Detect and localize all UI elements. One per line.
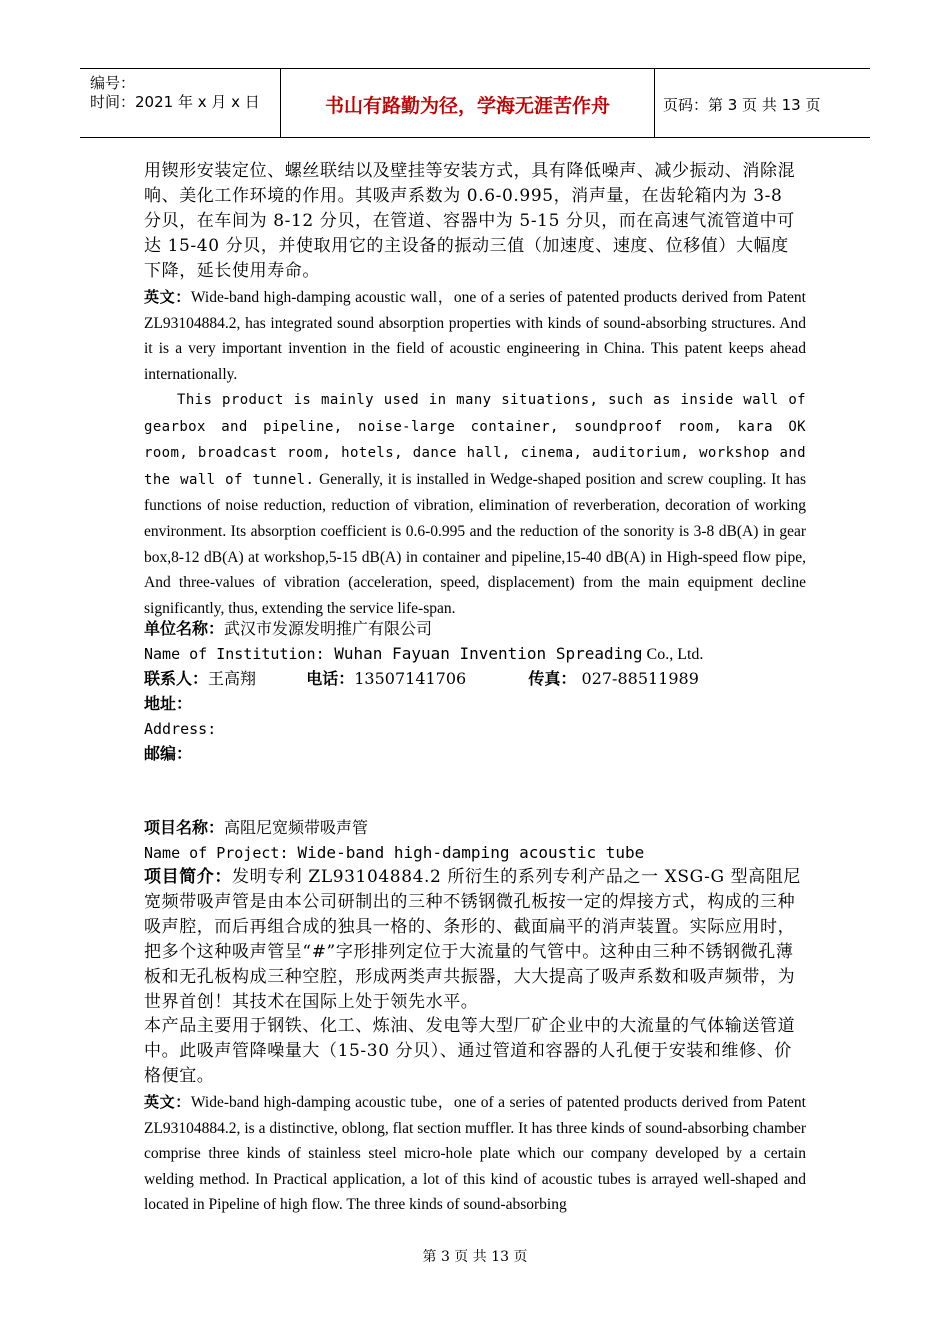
address-en-row bbox=[144, 716, 216, 741]
address-label: 地址： bbox=[144, 694, 193, 713]
header-motto-cell bbox=[281, 69, 655, 137]
project-english-text: Wide-band high-damping acoustic tube，one of a series of patented products derived from Patent ZL93104884.2, is a distinctive, oblong, flat section muffler. It has three kinds of sound-absorbing chamber comprise three kinds of stainless steel micro-hole plate which our company developed by a certain welding method. In Practical application, a lot of this kind of acoustic tubes is arrayed well-shaped and located in Pipeline of high flow. The three kinds of sound-absorbing bbox=[144, 1094, 806, 1214]
header-info-cell bbox=[80, 69, 281, 137]
address-en-label: Address: bbox=[144, 720, 217, 738]
product-description-cn: 用锲形安装定位、螺丝联结以及壁挂等安装方式，具有降低噪声、减少振动、消除混响、美化工作环境的作用。其吸声系数为 0.6-0.995，消声量，在齿轮箱内为 3-8 分贝，在车间为 8-12 分贝，在管道、容器中为 5-15 分贝，而在高速气流管道中可达 15-40 分贝，并使取用它的主设备的振动三值（加速度、速度、位移值）大幅度下降，延长使用寿命。 bbox=[144, 161, 796, 281]
project-intro-text: 发明专利 ZL93104884.2 所衍生的系列专利产品之一 XSG-G 型高阻尼宽频带吸声管是由本公司研制出的三种不锈钢微孔板按一定的焊接方式，构成的三种吸声腔，而后再组合成的独具一格的、条形的、截面扁平的消声装置。实际应用时，把多个这种吸声管呈“#”字形排列定位于大流量的气管中。这种由三种不锈钢微孔薄板和无孔板构成三种空腔，形成两类声共振器，大大提高了吸声系数和吸声频带，为世界首创！其技术在国际上处于领先水平。 bbox=[144, 867, 802, 1012]
institution-en-suffix: Co., Ltd. bbox=[642, 646, 704, 663]
institution-en-name: Wuhan Fayuan Invention Spreading bbox=[324, 644, 643, 663]
institution-label: 单位名称： bbox=[144, 619, 225, 638]
english-para2-rest: Generally, it is installed in Wedge-shaped position and screw coupling. It has functions of noise reduction, reduction of vibration, elimination of reverberation, decoration of working environment. Its absorption coefficient is 0.6-0.995 and the reduction of the sonority is 3-8 dB(A) in gear box,8-12 dB(A) at workshop,5-15 dB(A) in container and pipeline,15-40 dB(A) in High-speed flow pipe, And three-values of vibration (acceleration, speed, displacement) from the main equipment decline significantly, thus, extending the service life-span. bbox=[144, 470, 807, 617]
postcode-label: 邮编： bbox=[144, 744, 193, 763]
postcode-row bbox=[144, 741, 192, 766]
project-en-row bbox=[144, 840, 644, 865]
project-usage: 本产品主要用于钢铁、化工、炼油、发电等大型厂矿企业中的大流量的气体输送管道中。此吸声管降噪量大（15-30 分贝）、通过管道和容器的人孔便于安装和维修、价格便宜。 bbox=[144, 1016, 796, 1086]
project-intro-label: 项目简介： bbox=[144, 867, 232, 887]
phone-number: 13507141706 bbox=[354, 669, 467, 688]
english-para2-mono: This product is mainly used in many situations, such as inside wall of gearbox and pipeline, noise-large container, soundproof room, kara OK room, broadcast room, hotels, dance hall, cinema, auditorium, workshop and the wall of tunnel. bbox=[144, 392, 806, 488]
document-number-label: 编号： bbox=[90, 74, 136, 92]
contact-label: 联系人： bbox=[144, 669, 209, 688]
project-intro bbox=[144, 865, 806, 1015]
header-page-code: 页码：第 3 页 共 13 页 bbox=[663, 96, 821, 114]
fax-label: 传真： bbox=[528, 669, 577, 688]
institution-en-row bbox=[144, 641, 703, 666]
address-row bbox=[144, 691, 192, 716]
project-english-label: 英文： bbox=[144, 1093, 191, 1111]
page-header bbox=[80, 68, 870, 138]
institution-en-label: Name of Institution: bbox=[144, 645, 325, 663]
project-name-label: 项目名称： bbox=[144, 818, 225, 837]
english-para1-text: Wide-band high-damping acoustic wall，one of a series of patented products derived from Patent ZL93104884.2, has integrated sound absorption properties with kinds of sound-absorbing structures. And it is a very important invention in the field of acoustic engineering in China. This patent keeps ahead internationally. bbox=[144, 289, 806, 383]
project-en-name: Wide-band high-damping acoustic tube bbox=[297, 843, 645, 862]
project-name: 高阻尼宽频带吸声管 bbox=[224, 818, 369, 837]
institution-row bbox=[144, 616, 432, 641]
header-page-cell bbox=[655, 69, 870, 137]
fax-number: 027-88511989 bbox=[576, 669, 699, 688]
project-name-row bbox=[144, 815, 368, 840]
institution-name: 武汉市发源发明推广有限公司 bbox=[224, 619, 433, 638]
project-en-label: Name of Project: bbox=[144, 844, 298, 862]
english-description-para2 bbox=[144, 387, 806, 621]
english-description-para1 bbox=[144, 285, 806, 387]
page-footer: 第 3 页 共 13 页 bbox=[422, 1249, 528, 1265]
header-motto: 书山有路勤为径，学海无涯苦作舟 bbox=[324, 95, 610, 117]
document-date: 时间：2021 年 x 月 x 日 bbox=[90, 93, 260, 111]
contact-row bbox=[144, 666, 699, 691]
english-label: 英文： bbox=[144, 288, 191, 306]
contact-name: 王高翔 bbox=[208, 669, 257, 688]
phone-label: 电话： bbox=[306, 669, 355, 688]
project-english-description bbox=[144, 1090, 806, 1218]
